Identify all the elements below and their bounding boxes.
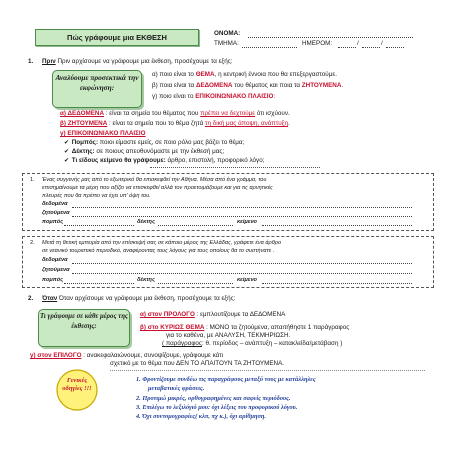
date-day-field[interactable] bbox=[338, 47, 356, 48]
check-text-type: ✔ Τι είδους κείμενο θα γράψουμε: άρθρο, επιστολή, προφορικό λόγο; bbox=[64, 157, 265, 164]
exercise1-given-label: δεδομένα bbox=[42, 201, 68, 207]
date-year-field[interactable] bbox=[386, 47, 404, 48]
section2-heading: Όταν Όταν αρχίσουμε να γράφουμε μια έκθεση, προσέχουμε τα εξής: bbox=[42, 295, 236, 302]
exercise2-number: 2. bbox=[30, 240, 35, 246]
exercise1-texttype-field[interactable] bbox=[262, 225, 412, 226]
checkmark-icon: ✔ bbox=[64, 149, 70, 155]
check-sender: ✔ Πομπός: ποιοι είμαστε εμείς, σε ποιο ρόλο μας βάζει το θέμα; bbox=[64, 139, 245, 146]
exercise1-texttype-label: κείμενο bbox=[237, 219, 257, 225]
section1-heading: Πριν Πριν αρχίσουμε να γράφουμε μια έκθεση, προσέχουμε τα εξής: bbox=[42, 58, 233, 65]
exercise1-text-2: επισημαίνουμε τα μέρη που αξίζει να επισκεφθεί αλλά τον προετοιμάζουμε και για τις αρνητικές bbox=[42, 185, 273, 191]
exercise1-sender-label: πομπός bbox=[42, 219, 64, 225]
exercise1-given-field[interactable] bbox=[72, 207, 412, 208]
part-epilogue-line2: σχετικό με το θέμα που ΔΕΝ ΤΟ ΑΠΑΙΤΟΥΝ ΤΑ ΖΗΤΟΥΜΕΝΑ. bbox=[110, 360, 285, 367]
divider bbox=[150, 167, 320, 168]
exercise2-receiver-field[interactable] bbox=[158, 283, 233, 284]
date-label: ΗΜΕΡΟΜ: bbox=[302, 40, 333, 47]
exercise2-wanted-field[interactable] bbox=[72, 273, 412, 274]
def-context: γ) ΕΠΙΚΟΙΝΩΝΙΑΚΟ ΠΛΑΙΣΙΟ bbox=[60, 130, 146, 137]
writing-parts-box: Τι γράφουμε σε κάθε μέρος της έκθεσης: bbox=[38, 309, 130, 347]
part-main-line2: για το καθένα, με ΑΝΑΛΥΣΗ, ΤΕΚΜΗΡΙΩΣΗ. bbox=[166, 332, 291, 339]
name-field[interactable] bbox=[248, 37, 413, 38]
section1-number: 1. bbox=[28, 58, 34, 65]
date-sep-1: / bbox=[357, 40, 359, 47]
part-epilogue: γ) στον ΕΠΙΛΟΓΟ : ανακεφαλαιώνουμε, συνοψίζουμε, γράφουμε κάτι bbox=[30, 352, 224, 359]
exercise2-given-field[interactable] bbox=[72, 263, 412, 264]
def-given: α) ΔΕΔΟΜΕΝΑ : είναι τα σημεία του θέματος που πρέπει να δεχτούμε ότι ισχύουν. bbox=[60, 110, 290, 117]
def-wanted: β) ΖΗΤΟΥΜΕΝΑ : είναι τα σημεία που το θέμα ζητά τη δική μας άποψη, ανάπτυξη. bbox=[60, 120, 290, 127]
name-label: ΟΝΟΜΑ: bbox=[214, 30, 241, 37]
general-tips-badge bbox=[55, 367, 99, 413]
part-intro: α) στον ΠΡΟΛΟΓΟ : εμπλουτίζουμε τα ΔΕΔΟΜΕΝΑ bbox=[140, 311, 286, 318]
exercise1-receiver-field[interactable] bbox=[158, 225, 233, 226]
exercise2-sender-field[interactable] bbox=[64, 283, 134, 284]
rule-3: 3. Επιλέγω το λεξιλόγιό μου: όχι λέξεις του προφορικού λόγου. bbox=[136, 404, 298, 411]
rule-2: 2. Προτιμώ μικρές, ορθογραφημένες και σαφείς περιόδους. bbox=[136, 395, 291, 402]
point-given-wanted: β) ποια είναι τα ΔΕΔΟΜΕΝΑ του θέματος και ποια τα ΖΗΤΟΥΜΕΝΑ. bbox=[152, 82, 344, 89]
exercise1-receiver-label: δέκτης bbox=[137, 219, 155, 225]
exercise1-wanted-field[interactable] bbox=[72, 216, 412, 217]
part-main: β) στο ΚΥΡΙΩΣ ΘΕΜΑ : ΜΟΝΟ τα ζητούμενα, απαιτήθηστε 1 παράγραφος bbox=[140, 324, 350, 331]
section2-number: 2. bbox=[28, 295, 34, 302]
page-title: Πώς γράφουμε μια ΕΚΘΕΣΗ bbox=[35, 29, 199, 46]
exercise2-wanted-label: ζητούμενα bbox=[42, 267, 70, 273]
exercise1-text-1: Ένας συγγενής μας από το εξωτερικό θα επισκεφθεί την Αθήνα. Μέσα από ένα γράμμα, του bbox=[42, 177, 267, 183]
exercise2-given-label: δεδομένα bbox=[42, 257, 68, 263]
exercise2-text-1: Μετά τη θετική εμπειρία από την επίσκεψή σας σε κάποιο μέρος της Ελλάδας, γράφετε ένα άρθρο bbox=[42, 240, 282, 246]
analyze-prompt-box: Αναλύουμε προσεκτικά την εκφώνηση: bbox=[52, 70, 142, 108]
class-field[interactable] bbox=[242, 47, 297, 48]
checkmark-icon: ✔ bbox=[64, 158, 70, 164]
date-sep-2: / bbox=[381, 40, 383, 47]
check-receiver: ✔ Δέκτης: σε ποιους απευθυνόμαστε με την έκθεσή μας; bbox=[64, 148, 225, 155]
date-month-field[interactable] bbox=[362, 47, 380, 48]
rule-1: 1. Φροντίζουμε συνδέω τις παραγράφους μεταξύ τους με κατάλληλες bbox=[136, 376, 316, 383]
exercise2-texttype-field[interactable] bbox=[262, 283, 412, 284]
exercise1-text-3: πλευρές που θα πρέπει να έχει υπ' όψη του. bbox=[42, 193, 151, 199]
rules-top-divider bbox=[110, 370, 425, 372]
checkmark-icon: ✔ bbox=[64, 140, 70, 146]
exercise2-texttype-label: κείμενο bbox=[237, 277, 257, 283]
part-main-line3: ( παράγραφος: θ. περίοδος – ανάπτυξη – κατακλείδα/μετάβαση ) bbox=[162, 340, 343, 347]
exercise1-sender-field[interactable] bbox=[64, 225, 134, 226]
class-label: ΤΜΗΜΑ: bbox=[214, 40, 239, 47]
exercise2-sender-label: πομπός bbox=[42, 277, 64, 283]
rule-4: 4. Όχι συντομογραφίες( κλπ, πχ κ.), όχι αρίθμηση. bbox=[136, 413, 266, 420]
exercise1-number: 1. bbox=[30, 177, 35, 183]
exercise1-wanted-label: ζητούμενα bbox=[42, 210, 70, 216]
exercise2-text-2: σε νεανικό τουριστικό περιοδικό, αναφέροντας τους λόγους για τους οποίους θα το συστήνατε . bbox=[42, 248, 275, 254]
point-topic: α) ποιο είναι το ΘΕΜΑ, η κεντρική έννοια που θα επεξεργαστούμε. bbox=[152, 71, 337, 78]
badge-text: Γενικές οδηγίες !!! bbox=[62, 377, 92, 392]
point-context: γ) ποιο είναι το ΕΠΙΚΟΙΝΩΝΙΑΚΟ ΠΛΑΙΣΙΟ: bbox=[152, 93, 276, 100]
rule-1-cont: μεταβατικές φράσεις. bbox=[148, 385, 205, 392]
exercise2-receiver-label: δέκτης bbox=[137, 277, 155, 283]
